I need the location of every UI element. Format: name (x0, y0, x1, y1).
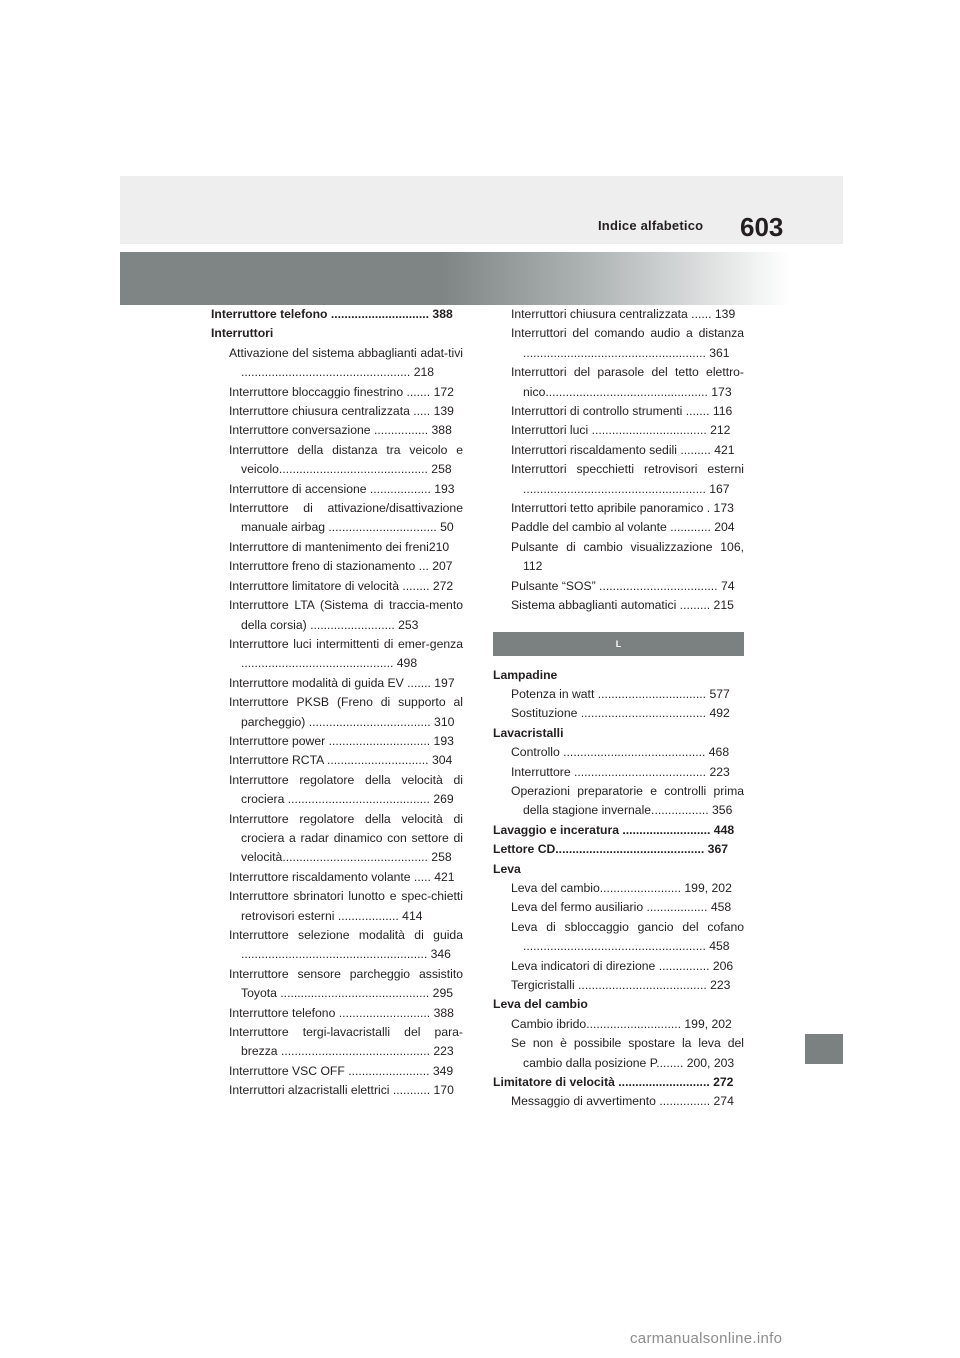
index-subentry: Interruttori specchietti retrovisori esterni ...................................................... 167 (511, 462, 744, 496)
page-number: 603 (740, 212, 784, 242)
index-subentry: Paddle del cambio al volante ............ 204 (511, 520, 735, 535)
index-subentry: Interruttore regolatore della velocità di crociera .......................................... 269 (229, 772, 463, 807)
index-subentry: Se non è possibile spostare la leva del cambio dalla posizione P........ 200, 203 (511, 1036, 744, 1070)
index-subentry: Interruttori del comando audio a distanza ...................................................... 361 (511, 326, 744, 360)
index-subentry: Interruttore di accensione .................. 193 (229, 481, 455, 496)
index-heading: Leva (493, 861, 521, 876)
index-subentry: Interruttore LTA (Sistema di traccia-mento della corsia) ......................... 253 (229, 598, 463, 632)
index-heading: Lavacristalli (493, 725, 564, 740)
index-subentry: Interruttori chiusura centralizzata ...... 139 (511, 307, 736, 321)
footer-watermark: carmanualsonline.info (630, 1330, 783, 1347)
index-subentry: Interruttori riscaldamento sedili ......... 421 (511, 442, 735, 457)
index-subentry: Pulsante di cambio visualizzazione 106, 112 (511, 539, 744, 574)
index-subentry: Sistema abbaglianti automatici ......... 215 (511, 598, 734, 613)
index-subentry: Interruttore chiusura centralizzata ..... 139 (229, 404, 454, 419)
index-list-bottom (493, 666, 744, 1112)
index-subentry: Interruttori di controllo strumenti ....... 116 (511, 404, 733, 419)
index-subentry: Interruttori tetto apribile panoramico . 173 (511, 501, 734, 516)
index-heading: Leva del cambio (493, 997, 588, 1012)
index-subentry: Interruttore limitatore di velocità ........ 272 (229, 578, 454, 593)
index-subentry: Interruttore telefono ........................... 388 (229, 1005, 454, 1020)
index-heading: Interruttore telefono ............................. 388 (211, 307, 453, 321)
section-letter-bar (493, 632, 744, 656)
page-header-title: Indice alfabetico (598, 218, 704, 233)
index-subentry: Controllo .......................................... 468 (511, 745, 730, 760)
index-subentry: Interruttore sensore parcheggio assistito Toyota ............................................ 295 (229, 966, 463, 1001)
index-subentry: Tergicristalli ...................................... 223 (511, 978, 731, 992)
index-subentry: Leva indicatori di direzione ............... 206 (511, 958, 734, 973)
index-heading: Interruttori (211, 326, 274, 341)
index-heading: Lettore CD............................................ 367 (493, 842, 729, 857)
header-band (120, 176, 843, 244)
index-subentry: Interruttore della distanza tra veicolo e veicolo............................................ 258 (229, 442, 463, 477)
section-letter: L (615, 638, 622, 649)
index-subentry: Interruttore riscaldamento volante ..... 421 (229, 869, 455, 884)
index-subentry: Interruttore di mantenimento dei freni210 (229, 539, 450, 554)
index-subentry: Interruttore regolatore della velocità di crociera a radar dinamico con settore di velocità........................................... 258 (229, 811, 463, 865)
index-subentry: Interruttore RCTA .............................. 304 (229, 753, 453, 768)
index-subentry: Interruttore di attivazione/disattivazione manuale airbag ................................ 50 (229, 501, 463, 535)
index-subentry: Interruttore power .............................. 193 (229, 733, 454, 748)
index-subentry: Interruttore selezione modalità di guida ....................................................... 346 (229, 928, 463, 962)
index-subentry: Messaggio di avvertimento ............... 274 (511, 1094, 734, 1109)
index-list-top (493, 305, 744, 616)
index-column-right (493, 305, 744, 1112)
index-heading: Lampadine (493, 667, 558, 682)
decorative-gradient-band (120, 252, 790, 305)
index-subentry: Interruttori del parasole del tetto elettro-nico................................................ 173 (511, 365, 744, 399)
index-subentry: Sostituzione ..................................... 492 (511, 706, 730, 721)
index-subentry: Interruttore PKSB (Freno di supporto al parcheggio) .................................... 310 (229, 695, 463, 729)
index-heading: Limitatore di velocità ........................... 272 (493, 1075, 734, 1090)
index-subentry: Interruttore modalità di guida EV ....... 197 (229, 675, 455, 690)
index-column-left (211, 305, 463, 1101)
index-subentry: Potenza in watt ................................ 577 (511, 686, 730, 701)
index-subentry: Interruttore ....................................... 223 (511, 764, 730, 779)
index-subentry: Interruttori luci .................................. 212 (511, 423, 731, 438)
index-subentry: Leva del fermo ausiliario .................. 458 (511, 900, 732, 915)
index-subentry: Interruttore freno di stazionamento ... 207 (229, 559, 453, 574)
index-subentry: Cambio ibrido............................ 199, 202 (511, 1016, 732, 1031)
index-subentry: Interruttore luci intermittenti di emer-genza ............................................. 498 (229, 636, 463, 671)
index-subentry: Interruttore conversazione ................ 388 (229, 423, 452, 438)
index-subentry: Interruttore bloccaggio finestrino ....... 172 (229, 384, 454, 399)
index-subentry: Interruttore sbrinatori lunotto e spec-chietti retrovisori esterni .................. 414 (229, 889, 463, 923)
index-subentry: Leva di sbloccaggio gancio del cofano ...................................................... 458 (511, 919, 744, 954)
index-subentry: Leva del cambio........................ 199, 202 (511, 880, 732, 895)
index-heading: Lavaggio e inceratura .......................... 448 (493, 822, 735, 837)
index-subentry: Interruttore VSC OFF ........................ 349 (229, 1063, 454, 1078)
index-subentry: Operazioni preparatorie e controlli prima della stagione invernale................. 356 (511, 783, 744, 818)
index-subentry: Interruttore tergi-lavacristalli del para-brezza ............................................ 223 (229, 1025, 463, 1059)
index-subentry: Attivazione del sistema abbaglianti adat-tivi .................................................. 218 (229, 345, 463, 380)
index-subentry: Pulsante “SOS” ................................... 74 (511, 578, 735, 593)
index-subentry: Interruttori alzacristalli elettrici ........... 170 (229, 1083, 454, 1098)
section-thumb-tab (805, 1034, 843, 1064)
